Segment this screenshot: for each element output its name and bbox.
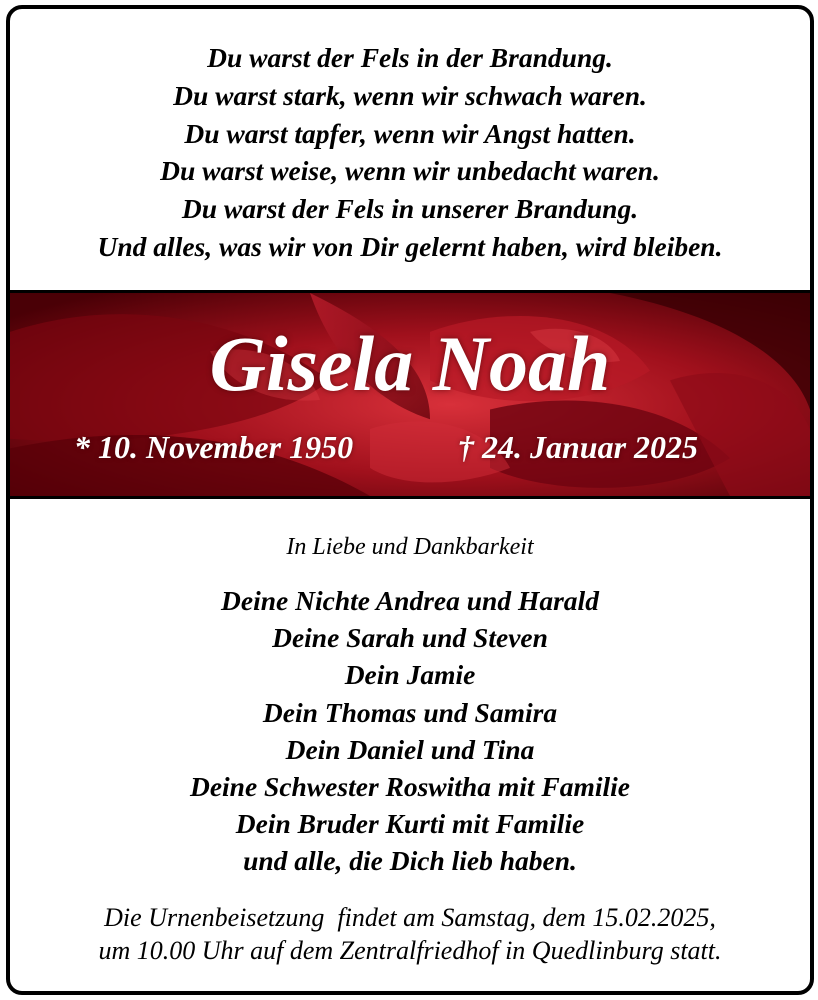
obituary-card bbox=[6, 5, 814, 995]
mourner-line: Deine Sarah und Steven bbox=[272, 622, 548, 654]
deceased-name: Gisela Noah bbox=[209, 320, 611, 407]
thanks-line: In Liebe und Dankbarkeit bbox=[286, 534, 534, 560]
poem bbox=[10, 39, 810, 266]
poem-line: Du warst weise, wenn wir unbedacht waren. bbox=[160, 155, 660, 187]
mourner-line: Dein Bruder Kurti mit Familie bbox=[235, 808, 585, 840]
mourner-line: Deine Schwester Roswitha mit Familie bbox=[189, 771, 631, 803]
mourner-line: Dein Thomas und Samira bbox=[262, 696, 558, 728]
poem-line: Du warst stark, wenn wir schwach waren. bbox=[173, 79, 647, 111]
mourner-line: Dein Daniel und Tina bbox=[285, 733, 535, 765]
birth-date: * 10. November 1950 bbox=[74, 429, 354, 465]
poem-line: Und alles, was wir von Dir gelernt haben, wird bleiben. bbox=[97, 230, 723, 262]
poem-line: Du warst der Fels in unserer Brandung. bbox=[181, 193, 639, 225]
notice-line: Die Urnenbeisetzung findet am Samstag, dem 15.02.2025, bbox=[104, 903, 716, 932]
life-dates bbox=[10, 427, 810, 467]
mourner-line: Dein Jamie bbox=[344, 659, 476, 691]
poem-line: Du warst der Fels in der Brandung. bbox=[207, 42, 613, 73]
mourners-list bbox=[10, 582, 810, 880]
mourner-line: und alle, die Dich lieb haben. bbox=[243, 845, 577, 877]
name-banner bbox=[10, 290, 810, 499]
poem-line: Du warst tapfer, wenn wir Angst hatten. bbox=[184, 117, 636, 149]
notice-line: um 10.00 Uhr auf dem Zentralfriedhof in Quedlinburg statt. bbox=[98, 936, 722, 965]
burial-notice bbox=[10, 901, 810, 967]
death-date: † 24. Januar 2025 bbox=[458, 429, 699, 465]
mourner-line: Deine Nichte Andrea und Harald bbox=[221, 585, 599, 616]
